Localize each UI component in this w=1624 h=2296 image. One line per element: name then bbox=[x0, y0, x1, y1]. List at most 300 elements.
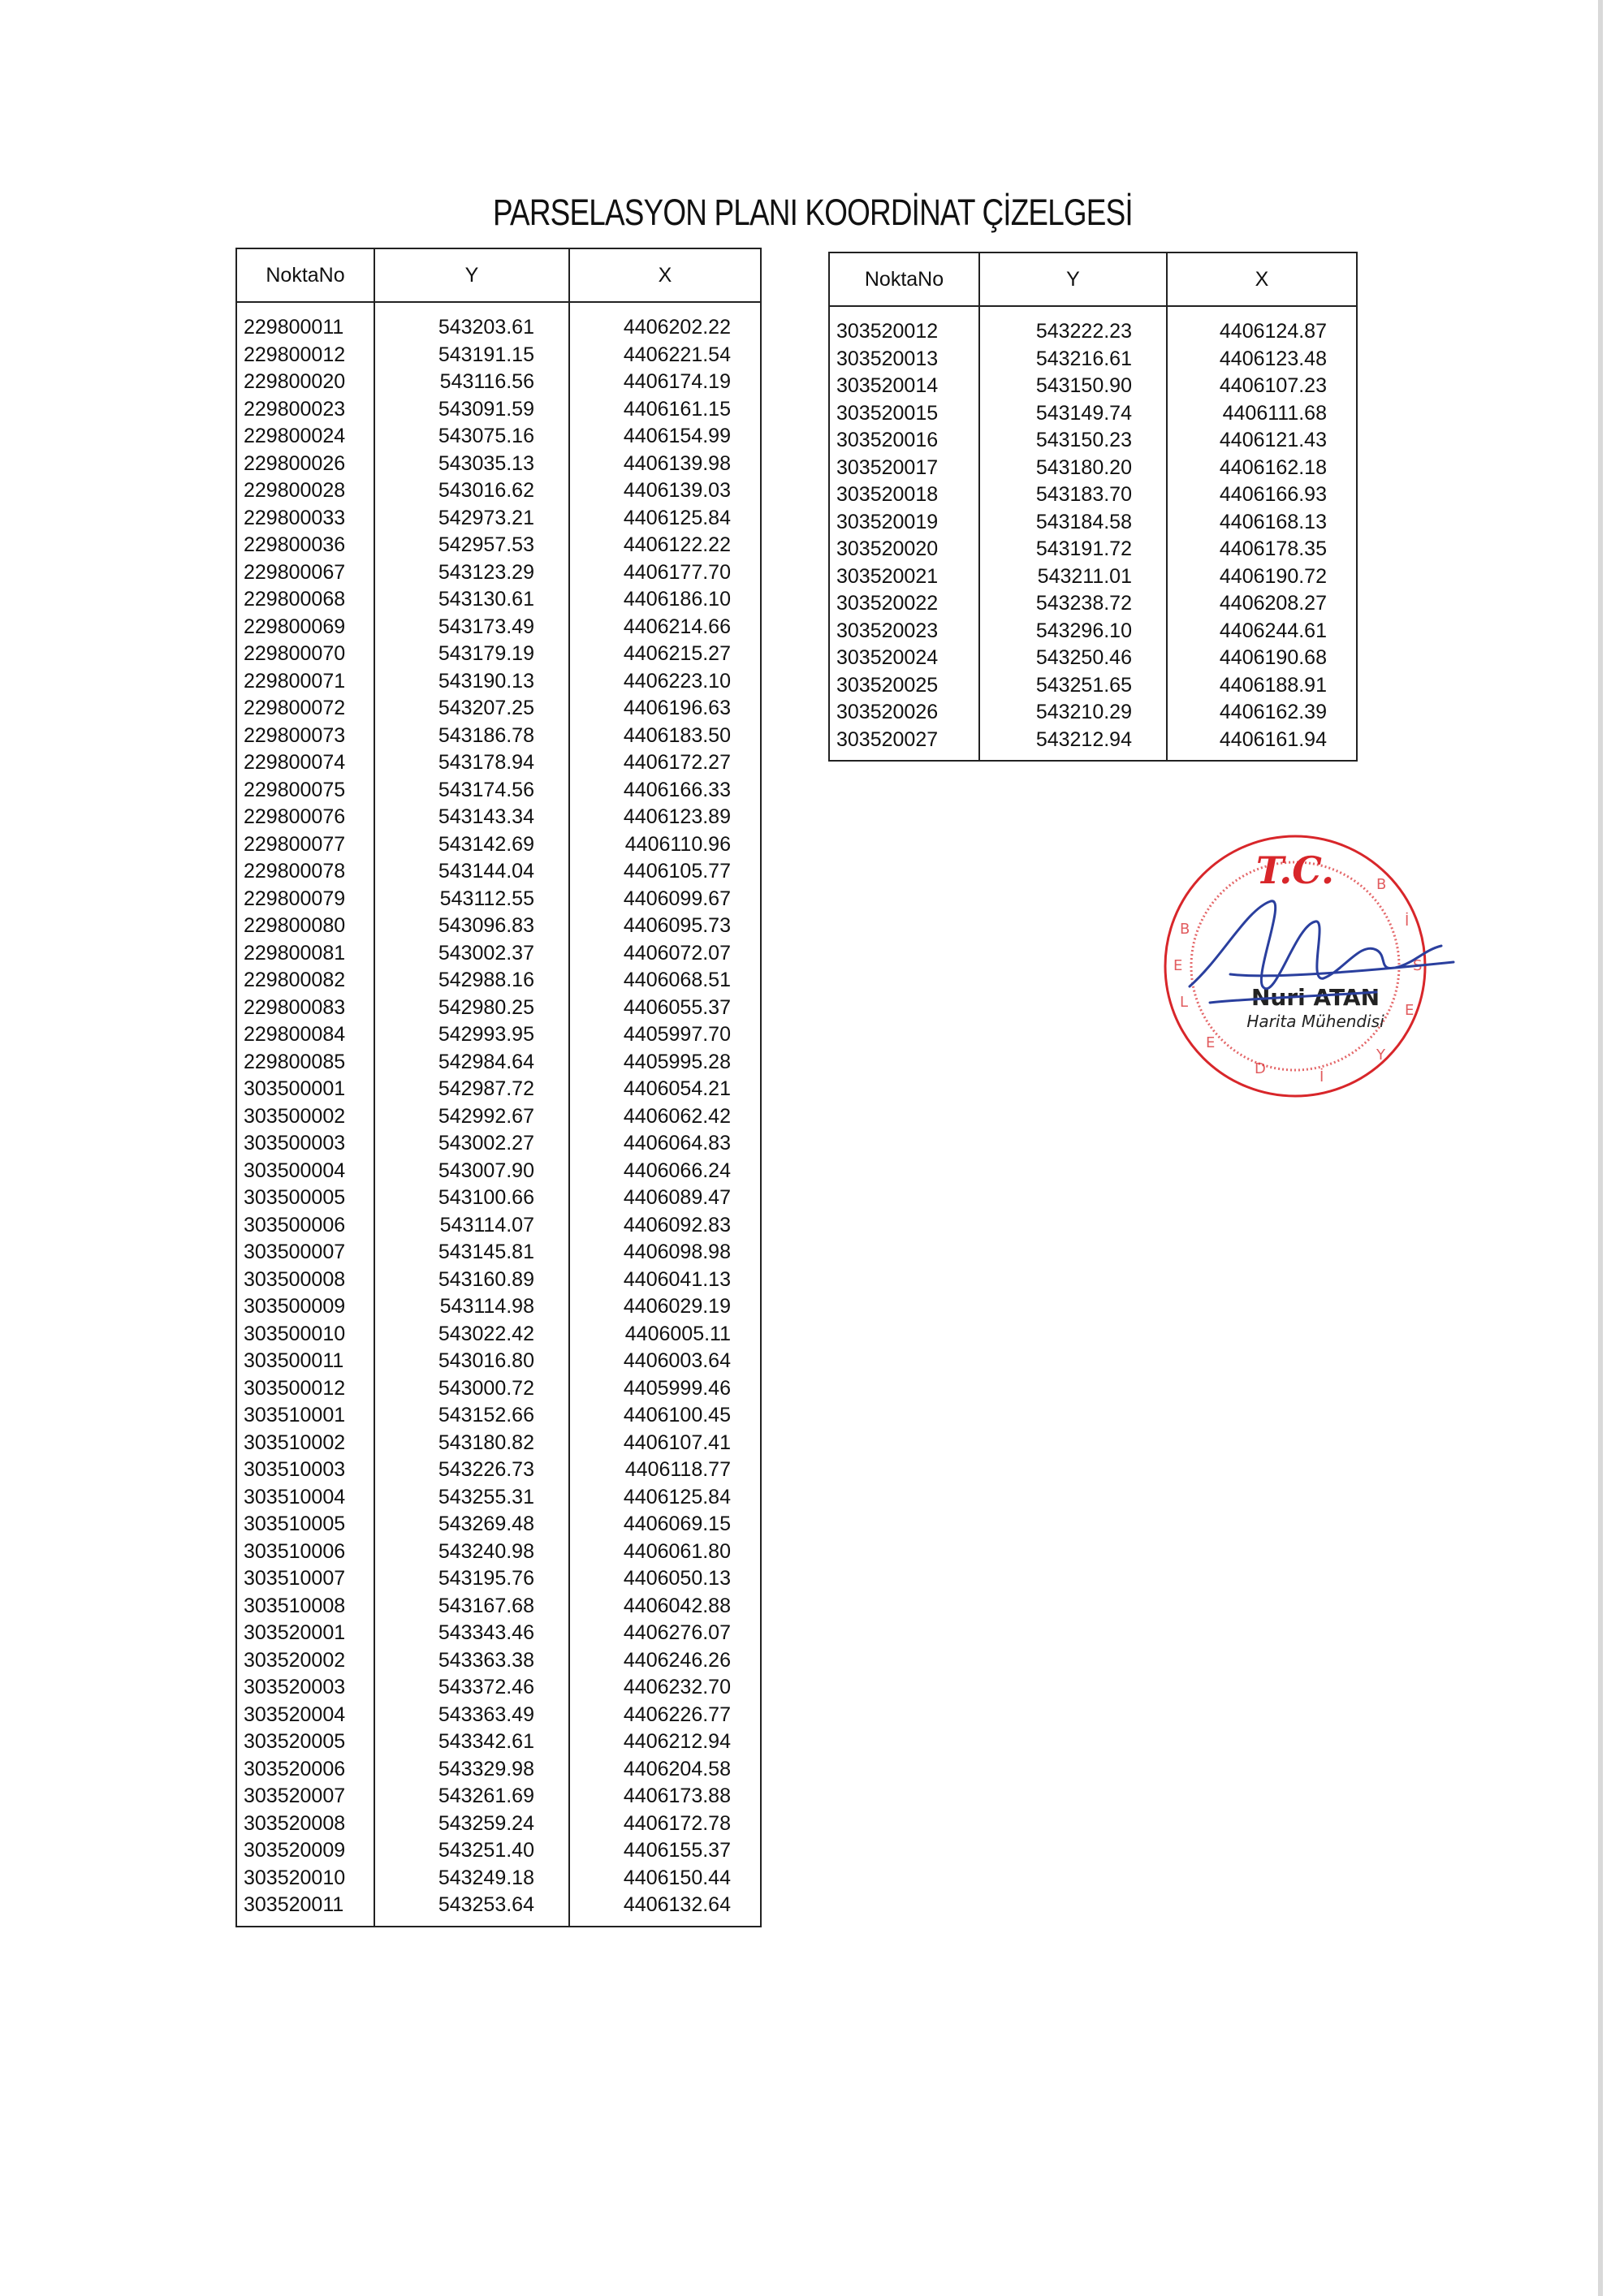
nokta-no-cell: 303520024 bbox=[829, 645, 979, 672]
nokta-no-cell: 303510002 bbox=[236, 1430, 374, 1457]
y-coordinate-cell: 543016.62 bbox=[374, 477, 569, 505]
x-coordinate-cell: 4405999.46 bbox=[623, 1376, 731, 1400]
y-coordinate-cell: 543179.19 bbox=[374, 641, 569, 668]
y-coordinate-cell: 543251.65 bbox=[979, 672, 1167, 700]
spacer-cell bbox=[236, 1919, 374, 1927]
nokta-no-cell: 303520014 bbox=[829, 373, 979, 400]
spacer-cell bbox=[236, 302, 374, 314]
table-row bbox=[236, 1348, 761, 1375]
nokta-no-cell: 303510006 bbox=[236, 1539, 374, 1566]
x-coordinate-cell: 4406177.70 bbox=[623, 560, 731, 584]
x-coordinate-cell: 4406099.67 bbox=[623, 887, 731, 910]
table-row bbox=[236, 614, 761, 641]
y-coordinate-cell: 543160.89 bbox=[374, 1267, 569, 1294]
y-coordinate-cell: 543251.40 bbox=[374, 1837, 569, 1865]
table-row bbox=[236, 1076, 761, 1103]
x-coordinate-cell: 4406121.43 bbox=[1219, 429, 1327, 452]
x-coordinate-cell: 4406161.94 bbox=[1219, 727, 1327, 751]
x-coordinate-cell: 4406161.15 bbox=[623, 397, 731, 421]
nokta-no-cell: 229800084 bbox=[236, 1021, 374, 1049]
x-coordinate-cell: 4406095.73 bbox=[623, 914, 731, 938]
nokta-no-cell: 303520027 bbox=[829, 727, 979, 754]
table-row bbox=[236, 314, 761, 342]
table-row bbox=[236, 1185, 761, 1212]
x-coordinate-cell: 4406100.45 bbox=[623, 1404, 731, 1427]
y-coordinate-cell: 543167.68 bbox=[374, 1593, 569, 1621]
nokta-no-cell: 303500006 bbox=[236, 1212, 374, 1240]
nokta-no-cell: 303500011 bbox=[236, 1348, 374, 1375]
x-coordinate-cell: 4406125.84 bbox=[623, 506, 731, 529]
x-coordinate-cell: 4406066.24 bbox=[623, 1159, 731, 1182]
y-coordinate-cell: 543143.34 bbox=[374, 804, 569, 831]
y-coordinate-cell: 543096.83 bbox=[374, 913, 569, 940]
y-coordinate-cell: 543142.69 bbox=[374, 831, 569, 859]
x-coordinate-cell: 4406089.47 bbox=[623, 1186, 731, 1210]
nokta-no-cell: 303500002 bbox=[236, 1103, 374, 1131]
x-coordinate-cell: 4406186.10 bbox=[623, 588, 731, 611]
table-row bbox=[236, 831, 761, 859]
y-coordinate-cell: 543296.10 bbox=[979, 618, 1167, 645]
x-coordinate-cell: 4406150.44 bbox=[623, 1866, 731, 1889]
x-coordinate-cell: 4406208.27 bbox=[1219, 592, 1327, 615]
header-y: Y bbox=[979, 252, 1167, 306]
coordinate-table-right bbox=[828, 252, 1358, 762]
table-row bbox=[236, 1756, 761, 1784]
y-coordinate-cell: 543372.46 bbox=[374, 1674, 569, 1702]
x-coordinate-cell: 4406190.72 bbox=[1219, 564, 1327, 588]
table-header-row bbox=[236, 248, 761, 302]
spacer-cell bbox=[979, 306, 1167, 318]
y-coordinate-cell: 543002.27 bbox=[374, 1130, 569, 1158]
spacer-cell bbox=[374, 302, 569, 314]
y-coordinate-cell: 543116.56 bbox=[374, 369, 569, 396]
table-row bbox=[236, 559, 761, 587]
nokta-no-cell: 229800077 bbox=[236, 831, 374, 859]
x-coordinate-cell: 4406118.77 bbox=[624, 1458, 731, 1482]
table-row bbox=[236, 1620, 761, 1647]
spacer-cell bbox=[829, 753, 979, 761]
table-row bbox=[236, 1593, 761, 1621]
y-coordinate-cell: 542973.21 bbox=[374, 505, 569, 533]
x-coordinate-cell: 4405995.28 bbox=[623, 1050, 731, 1073]
y-coordinate-cell: 543173.49 bbox=[374, 614, 569, 641]
spacer-cell bbox=[829, 306, 979, 318]
nokta-no-cell: 303520006 bbox=[236, 1756, 374, 1784]
y-coordinate-cell: 542993.95 bbox=[374, 1021, 569, 1049]
table-row bbox=[829, 618, 1357, 645]
nokta-no-cell: 229800080 bbox=[236, 913, 374, 940]
x-coordinate-cell: 4406215.27 bbox=[623, 642, 731, 666]
y-coordinate-cell: 543269.48 bbox=[374, 1511, 569, 1539]
scan-edge bbox=[1598, 0, 1603, 2296]
table-row bbox=[236, 1837, 761, 1865]
table-row bbox=[236, 1049, 761, 1077]
table-row bbox=[236, 1484, 761, 1512]
seal-header-text: T.C. bbox=[1255, 848, 1335, 892]
y-coordinate-cell: 543191.72 bbox=[979, 536, 1167, 563]
nokta-no-cell: 229800073 bbox=[236, 723, 374, 750]
table-row bbox=[829, 427, 1357, 455]
seal-ring-letters bbox=[1173, 876, 1422, 1085]
x-coordinate-cell: 4406029.19 bbox=[623, 1295, 731, 1318]
nokta-no-cell: 303520002 bbox=[236, 1647, 374, 1675]
nokta-no-cell: 229800072 bbox=[236, 695, 374, 723]
table-row bbox=[829, 509, 1357, 537]
x-coordinate-cell: 4406276.07 bbox=[623, 1621, 731, 1645]
nokta-no-cell: 229800020 bbox=[236, 369, 374, 396]
table-row bbox=[236, 777, 761, 805]
y-coordinate-cell: 542992.67 bbox=[374, 1103, 569, 1131]
table-row bbox=[236, 858, 761, 886]
nokta-no-cell: 303500001 bbox=[236, 1076, 374, 1103]
svg-text:İ: İ bbox=[1320, 1068, 1324, 1085]
y-coordinate-cell: 543145.81 bbox=[374, 1239, 569, 1267]
table-row bbox=[236, 1212, 761, 1240]
table-row bbox=[236, 1375, 761, 1403]
y-coordinate-cell: 542984.64 bbox=[374, 1049, 569, 1077]
y-coordinate-cell: 543178.94 bbox=[374, 749, 569, 777]
stamp-name: Nuri ATAN bbox=[1250, 984, 1380, 1011]
y-coordinate-cell: 543022.42 bbox=[374, 1321, 569, 1349]
table-row bbox=[236, 1267, 761, 1294]
nokta-no-cell: 303520017 bbox=[829, 455, 979, 482]
table-end-row bbox=[236, 1919, 761, 1927]
y-coordinate-cell: 542988.16 bbox=[374, 967, 569, 995]
y-coordinate-cell: 543216.61 bbox=[979, 346, 1167, 373]
header-y: Y bbox=[374, 248, 569, 302]
x-coordinate-cell: 4406168.13 bbox=[1219, 510, 1327, 533]
x-coordinate-cell: 4406232.70 bbox=[623, 1676, 731, 1699]
x-coordinate-cell: 4406003.64 bbox=[623, 1349, 731, 1373]
x-coordinate-cell: 4406183.50 bbox=[623, 723, 731, 747]
x-coordinate-cell: 4406055.37 bbox=[623, 995, 731, 1019]
nokta-no-cell: 229800083 bbox=[236, 995, 374, 1022]
y-coordinate-cell: 543144.04 bbox=[374, 858, 569, 886]
table-row bbox=[236, 532, 761, 559]
x-coordinate-cell: 4406139.98 bbox=[623, 451, 731, 475]
x-coordinate-cell: 4406173.88 bbox=[623, 1785, 731, 1808]
table-spacer-row bbox=[236, 302, 761, 314]
spacer-cell bbox=[374, 1919, 569, 1927]
table-header-row bbox=[829, 252, 1357, 306]
table-row bbox=[236, 1457, 761, 1484]
svg-text:L: L bbox=[1180, 994, 1189, 1011]
y-coordinate-cell: 543123.29 bbox=[374, 559, 569, 587]
nokta-no-cell: 229800074 bbox=[236, 749, 374, 777]
nokta-no-cell: 303520023 bbox=[829, 618, 979, 645]
table-row bbox=[236, 1321, 761, 1349]
x-coordinate-cell: 4406139.03 bbox=[623, 479, 731, 503]
nokta-no-cell: 229800070 bbox=[236, 641, 374, 668]
y-coordinate-cell: 543180.82 bbox=[374, 1430, 569, 1457]
nokta-no-cell: 229800036 bbox=[236, 532, 374, 559]
y-coordinate-cell: 543250.46 bbox=[979, 645, 1167, 672]
table-end-row bbox=[829, 753, 1357, 761]
y-coordinate-cell: 543212.94 bbox=[979, 727, 1167, 754]
table-row bbox=[236, 641, 761, 668]
y-coordinate-cell: 543238.72 bbox=[979, 590, 1167, 618]
nokta-no-cell: 303520021 bbox=[829, 563, 979, 591]
x-coordinate-cell: 4406111.68 bbox=[1222, 401, 1327, 425]
y-coordinate-cell: 543075.16 bbox=[374, 423, 569, 451]
svg-text:D: D bbox=[1255, 1060, 1266, 1077]
spacer-cell bbox=[1167, 753, 1357, 761]
nokta-no-cell: 303520001 bbox=[236, 1620, 374, 1647]
y-coordinate-cell: 543222.23 bbox=[979, 318, 1167, 346]
y-coordinate-cell: 543150.90 bbox=[979, 373, 1167, 400]
table-row bbox=[829, 645, 1357, 672]
x-coordinate-cell: 4406041.13 bbox=[623, 1267, 731, 1291]
y-coordinate-cell: 543253.64 bbox=[374, 1892, 569, 1919]
table-row bbox=[829, 536, 1357, 563]
y-coordinate-cell: 543343.46 bbox=[374, 1620, 569, 1647]
y-coordinate-cell: 543035.13 bbox=[374, 451, 569, 478]
x-coordinate-cell: 4406068.51 bbox=[623, 969, 731, 992]
y-coordinate-cell: 543195.76 bbox=[374, 1565, 569, 1593]
table-row bbox=[236, 1865, 761, 1892]
svg-text:B: B bbox=[1180, 921, 1190, 938]
x-coordinate-cell: 4406190.68 bbox=[1219, 646, 1327, 670]
table-row bbox=[236, 723, 761, 750]
x-coordinate-cell: 4406172.27 bbox=[623, 751, 731, 775]
coordinate-table-left bbox=[235, 248, 762, 1927]
x-coordinate-cell: 4406132.64 bbox=[623, 1893, 731, 1917]
x-coordinate-cell: 4406123.89 bbox=[623, 805, 731, 829]
y-coordinate-cell: 543363.38 bbox=[374, 1647, 569, 1675]
spacer-cell bbox=[1167, 306, 1357, 318]
x-coordinate-cell: 4406061.80 bbox=[623, 1539, 731, 1563]
y-coordinate-cell: 543100.66 bbox=[374, 1185, 569, 1212]
table-row bbox=[236, 1647, 761, 1675]
table-row bbox=[236, 423, 761, 451]
y-coordinate-cell: 543203.61 bbox=[374, 314, 569, 342]
table-row bbox=[236, 804, 761, 831]
table-row bbox=[236, 396, 761, 424]
y-coordinate-cell: 543183.70 bbox=[979, 481, 1167, 509]
nokta-no-cell: 303500010 bbox=[236, 1321, 374, 1349]
nokta-no-cell: 303520012 bbox=[829, 318, 979, 346]
x-coordinate-cell: 4406202.22 bbox=[623, 316, 731, 339]
nokta-no-cell: 229800069 bbox=[236, 614, 374, 641]
nokta-no-cell: 229800028 bbox=[236, 477, 374, 505]
x-coordinate-cell: 4406123.48 bbox=[1219, 347, 1327, 370]
table-row bbox=[236, 505, 761, 533]
table-row bbox=[236, 967, 761, 995]
table-row bbox=[236, 1430, 761, 1457]
nokta-no-cell: 303520026 bbox=[829, 699, 979, 727]
table-row bbox=[236, 1103, 761, 1131]
y-coordinate-cell: 543184.58 bbox=[979, 509, 1167, 537]
nokta-no-cell: 229800033 bbox=[236, 505, 374, 533]
y-coordinate-cell: 543007.90 bbox=[374, 1158, 569, 1185]
table-row bbox=[236, 668, 761, 696]
y-coordinate-cell: 543112.55 bbox=[374, 886, 569, 913]
nokta-no-cell: 229800026 bbox=[236, 451, 374, 478]
y-coordinate-cell: 543186.78 bbox=[374, 723, 569, 750]
nokta-no-cell: 229800082 bbox=[236, 967, 374, 995]
x-coordinate-cell: 4406005.11 bbox=[624, 1322, 731, 1345]
table-row bbox=[829, 318, 1357, 346]
x-coordinate-cell: 4406162.18 bbox=[1219, 455, 1327, 479]
y-coordinate-cell: 543002.37 bbox=[374, 940, 569, 968]
nokta-no-cell: 303520018 bbox=[829, 481, 979, 509]
y-coordinate-cell: 543149.74 bbox=[979, 400, 1167, 428]
y-coordinate-cell: 543363.49 bbox=[374, 1702, 569, 1729]
header-x: X bbox=[569, 248, 761, 302]
x-coordinate-cell: 4406092.83 bbox=[623, 1213, 731, 1236]
nokta-no-cell: 303520020 bbox=[829, 536, 979, 563]
svg-text:E: E bbox=[1206, 1034, 1216, 1051]
table-row bbox=[236, 1702, 761, 1729]
y-coordinate-cell: 543174.56 bbox=[374, 777, 569, 805]
nokta-no-cell: 303520019 bbox=[829, 509, 979, 537]
table-row bbox=[236, 586, 761, 614]
x-coordinate-cell: 4406105.77 bbox=[623, 860, 731, 883]
table-row bbox=[236, 1539, 761, 1566]
table-row bbox=[236, 1021, 761, 1049]
table-row bbox=[829, 481, 1357, 509]
nokta-no-cell: 303500005 bbox=[236, 1185, 374, 1212]
nokta-no-cell: 303510007 bbox=[236, 1565, 374, 1593]
table-row bbox=[829, 400, 1357, 428]
table-row bbox=[236, 451, 761, 478]
x-coordinate-cell: 4406050.13 bbox=[623, 1567, 731, 1590]
nokta-no-cell: 229800081 bbox=[236, 940, 374, 968]
y-coordinate-cell: 543259.24 bbox=[374, 1810, 569, 1838]
table-row bbox=[236, 1565, 761, 1593]
y-coordinate-cell: 543114.98 bbox=[374, 1293, 569, 1321]
nokta-no-cell: 303500009 bbox=[236, 1293, 374, 1321]
table-row bbox=[236, 342, 761, 369]
table-row bbox=[829, 672, 1357, 700]
official-stamp bbox=[1133, 812, 1458, 1120]
table-row bbox=[236, 1783, 761, 1810]
y-coordinate-cell: 543130.61 bbox=[374, 586, 569, 614]
table-row bbox=[829, 727, 1357, 754]
nokta-no-cell: 303520016 bbox=[829, 427, 979, 455]
nokta-no-cell: 303510003 bbox=[236, 1457, 374, 1484]
page-title: PARSELASYON PLANI KOORDİNAT ÇİZELGESİ bbox=[492, 192, 1133, 233]
x-coordinate-cell: 4406122.22 bbox=[623, 533, 731, 557]
y-coordinate-cell: 543249.18 bbox=[374, 1865, 569, 1892]
y-coordinate-cell: 542987.72 bbox=[374, 1076, 569, 1103]
table-row bbox=[236, 1130, 761, 1158]
y-coordinate-cell: 543191.15 bbox=[374, 342, 569, 369]
x-coordinate-cell: 4406124.87 bbox=[1219, 320, 1327, 343]
nokta-no-cell: 303520013 bbox=[829, 346, 979, 373]
stamp-role: Harita Mühendisi bbox=[1246, 1012, 1384, 1031]
header-x: X bbox=[1167, 252, 1357, 306]
nokta-no-cell: 229800067 bbox=[236, 559, 374, 587]
nokta-no-cell: 229800085 bbox=[236, 1049, 374, 1077]
svg-text:E: E bbox=[1405, 1002, 1415, 1019]
nokta-no-cell: 303510005 bbox=[236, 1511, 374, 1539]
x-coordinate-cell: 4406188.91 bbox=[1219, 673, 1327, 697]
y-coordinate-cell: 543210.29 bbox=[979, 699, 1167, 727]
x-coordinate-cell: 4406172.78 bbox=[623, 1811, 731, 1835]
x-coordinate-cell: 4406072.07 bbox=[623, 941, 731, 965]
table-row bbox=[236, 1810, 761, 1838]
x-coordinate-cell: 4406166.33 bbox=[623, 778, 731, 801]
x-coordinate-cell: 4406246.26 bbox=[623, 1648, 731, 1672]
nokta-no-cell: 303520025 bbox=[829, 672, 979, 700]
nokta-no-cell: 229800068 bbox=[236, 586, 374, 614]
nokta-no-cell: 303500007 bbox=[236, 1239, 374, 1267]
nokta-no-cell: 303520003 bbox=[236, 1674, 374, 1702]
x-coordinate-cell: 4406221.54 bbox=[623, 343, 731, 366]
table-row bbox=[829, 373, 1357, 400]
svg-text:İ: İ bbox=[1405, 913, 1410, 930]
table-row bbox=[236, 1511, 761, 1539]
table-row bbox=[236, 1402, 761, 1430]
nokta-no-cell: 303520009 bbox=[236, 1837, 374, 1865]
y-coordinate-cell: 543329.98 bbox=[374, 1756, 569, 1784]
nokta-no-cell: 303520022 bbox=[829, 590, 979, 618]
table-row bbox=[236, 369, 761, 396]
table-row bbox=[236, 1293, 761, 1321]
x-coordinate-cell: 4406204.58 bbox=[623, 1757, 731, 1780]
x-coordinate-cell: 4406244.61 bbox=[1219, 619, 1327, 642]
header-nokta-no: NoktaNo bbox=[236, 248, 374, 302]
x-coordinate-cell: 4406178.35 bbox=[1219, 537, 1327, 561]
nokta-no-cell: 303520015 bbox=[829, 400, 979, 428]
y-coordinate-cell: 543150.23 bbox=[979, 427, 1167, 455]
x-coordinate-cell: 4406162.39 bbox=[1219, 701, 1327, 724]
y-coordinate-cell: 543240.98 bbox=[374, 1539, 569, 1566]
table-body-right bbox=[829, 306, 1357, 761]
x-coordinate-cell: 4406069.15 bbox=[623, 1513, 731, 1536]
nokta-no-cell: 303510001 bbox=[236, 1402, 374, 1430]
x-coordinate-cell: 4406062.42 bbox=[623, 1104, 731, 1128]
table-row bbox=[829, 699, 1357, 727]
spacer-cell bbox=[569, 1919, 761, 1927]
svg-text:B: B bbox=[1376, 876, 1387, 893]
y-coordinate-cell: 542980.25 bbox=[374, 995, 569, 1022]
table-row bbox=[236, 749, 761, 777]
nokta-no-cell: 229800023 bbox=[236, 396, 374, 424]
y-coordinate-cell: 543211.01 bbox=[979, 563, 1167, 591]
table-row bbox=[236, 695, 761, 723]
x-coordinate-cell: 4406042.88 bbox=[623, 1594, 731, 1617]
y-coordinate-cell: 543255.31 bbox=[374, 1484, 569, 1512]
nokta-no-cell: 229800011 bbox=[236, 314, 374, 342]
nokta-no-cell: 303520005 bbox=[236, 1728, 374, 1756]
x-coordinate-cell: 4406054.21 bbox=[623, 1077, 731, 1101]
nokta-no-cell: 303500003 bbox=[236, 1130, 374, 1158]
x-coordinate-cell: 4406107.41 bbox=[623, 1431, 731, 1454]
x-coordinate-cell: 4406196.63 bbox=[623, 697, 731, 720]
y-coordinate-cell: 543152.66 bbox=[374, 1402, 569, 1430]
x-coordinate-cell: 4406098.98 bbox=[623, 1241, 731, 1264]
x-coordinate-cell: 4406226.77 bbox=[623, 1703, 731, 1726]
y-coordinate-cell: 543342.61 bbox=[374, 1728, 569, 1756]
table-row bbox=[236, 1728, 761, 1756]
y-coordinate-cell: 543114.07 bbox=[374, 1212, 569, 1240]
nokta-no-cell: 303520004 bbox=[236, 1702, 374, 1729]
x-coordinate-cell: 4406155.37 bbox=[623, 1839, 731, 1862]
header-nokta-no: NoktaNo bbox=[829, 252, 979, 306]
x-coordinate-cell: 4406166.93 bbox=[1219, 483, 1327, 507]
x-coordinate-cell: 4406125.84 bbox=[623, 1485, 731, 1508]
table-row bbox=[236, 1239, 761, 1267]
table-row bbox=[236, 995, 761, 1022]
y-coordinate-cell: 543207.25 bbox=[374, 695, 569, 723]
svg-text:E: E bbox=[1173, 957, 1183, 974]
y-coordinate-cell: 543180.20 bbox=[979, 455, 1167, 482]
table-row bbox=[236, 1158, 761, 1185]
x-coordinate-cell: 4406174.19 bbox=[623, 370, 731, 394]
nokta-no-cell: 303510008 bbox=[236, 1593, 374, 1621]
